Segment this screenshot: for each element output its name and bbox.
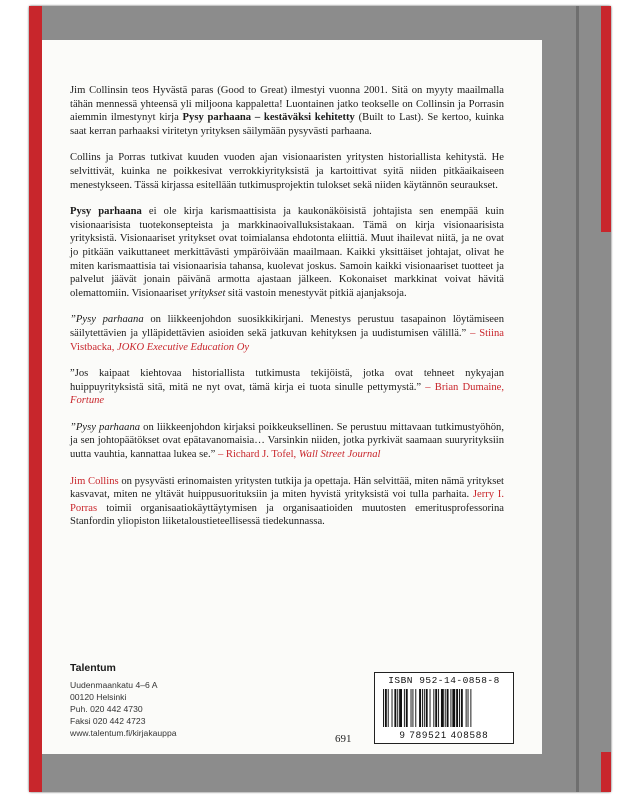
isbn-barcode-box [374, 672, 514, 744]
quote-tofel: ”Pysy parhaana on liikkeenjohdon kirjaksi poikkeuksellinen. Se perustuu mittavaan tutkimustyöhön, ja sen johtopäätökset ovat epätavanomaisia… Varsinkin niiden, jotka pyrkivät saamaan suuryrityksiin uutta vauhtia, kannattaa lukea se.” – Richard J. Tofel, Wall Street Journal [70, 421, 504, 461]
red-edge-right-top [601, 6, 611, 232]
quote-vistbacka: ”Pysy parhaana on liikkeenjohdon suosikkikirjani. Menestys perustuu tasapainon löytämiseen säilytettävien ja ylläpidettävien asioiden sekä jatkuvan kehityksen ja uudistumisen välillä.” – Stiina Vistbacka, JOKO Executive Education Oy [70, 314, 505, 353]
blurb-text [70, 84, 504, 542]
price-code: 691 [335, 733, 352, 745]
red-edge-left [29, 6, 42, 792]
publisher-website: www.talentum.fi/kirjakauppa [70, 728, 177, 738]
publisher-name: Talentum [70, 662, 116, 674]
authors-paragraph: Jim Collins on pysyvästi erinomaisten yritysten tutkija ja opettaja. Hän selvittää, miten nämä yritykset kasvavat, miten ne yltävät huippusuorituksiin ja miten hyvistä yrityksistä voi tulla parhaita. Jerry I. Porras toimii organisaatiokäyttäytymisen ja organisaatioiden muutosten emeritusprofessorina Stanfordin yliopiston liiketaloustieteellisessä tiedekunnassa. [70, 475, 504, 528]
publisher-address-line: Uudenmaankatu 4–6 A [70, 680, 158, 690]
concept-paragraph: Pysy parhaana ei ole kirja karismaattisista ja kaukonäköisistä johtajista sen enempää kuin visionaarisista tuotekonsepteista ja markkinaoivalluksistakaan. Tämä on kirja visionaarisista yrityksistä. Visionaariset yritykset ovat toimialansa ehdotonta eliittiä. Muut ihailevat niitä, ja ne ovat jo pitkään vaikuttaneet merkittävästi ympäröivään maailmaan. Kaikki yksittäiset johtajat, olivat he miten karismaattisia tai visionaarisia tahansa, kuolevat joskus. Samoin kaikki visionaariset tuotteet ja palvelut jäävät jonain päivänä armotta ajastaan jälkeen. Kokonaiset markkinat voivat hävitä olemattomiin. Visionaariset yritykset sitä vastoin menestyvät pitkiä ajanjaksoja. [70, 206, 504, 299]
barcode-icon [381, 689, 507, 727]
ean-number: 9 789521 408588 [399, 730, 489, 741]
spine-groove [576, 6, 579, 792]
red-edge-right-bottom [601, 752, 611, 792]
publisher-fax: Faksi 020 442 4723 [70, 716, 146, 726]
quote-dumaine: ”Jos kaipaat kiehtovaa historiallista tutkimusta tekijöistä, jotka ovat tehneet nykyajan huippuyrityksistä sitä, mitä ne nyt ovat, tämä kirja ei tuota sinulle pettymystä.” – Brian Dumaine, Fortune [70, 368, 504, 407]
publisher-postal-line: 00120 Helsinki [70, 692, 127, 702]
intro-paragraph: Jim Collinsin teos Hyvästä paras (Good to Great) ilmestyi vuonna 2001. Sitä on myyty maailmalla tähän mennessä yhteensä yli miljoona kappaletta! Luontainen jatko teokselle on Collinsin ja Porrasin aiemmin ilmestynyt kirja Pysy parhaana – kestäväksi kehitetty (Built to Last). Se kertoo, kuinka saat kerran parhaaksi viritetyn yrityksen säilymään pysyvästi parhaana. [70, 85, 505, 137]
publisher-phone: Puh. 020 442 4730 [70, 704, 143, 714]
isbn-label: ISBN 952-14-0858-8 [388, 675, 500, 686]
research-paragraph: Collins ja Porras tutkivat kuuden vuoden ajan visionaaristen yritysten historiallista kehitystä. He selvittivät, kuinka ne poikkesivat verrokkiyrityksistä ja kartoittivat syitä niiden pitkäaikaiseen menestykseen. Tässä kirjassa esitellään tutkimusprojektin tulokset sekä niiden käytännön seuraukset. [70, 152, 504, 191]
